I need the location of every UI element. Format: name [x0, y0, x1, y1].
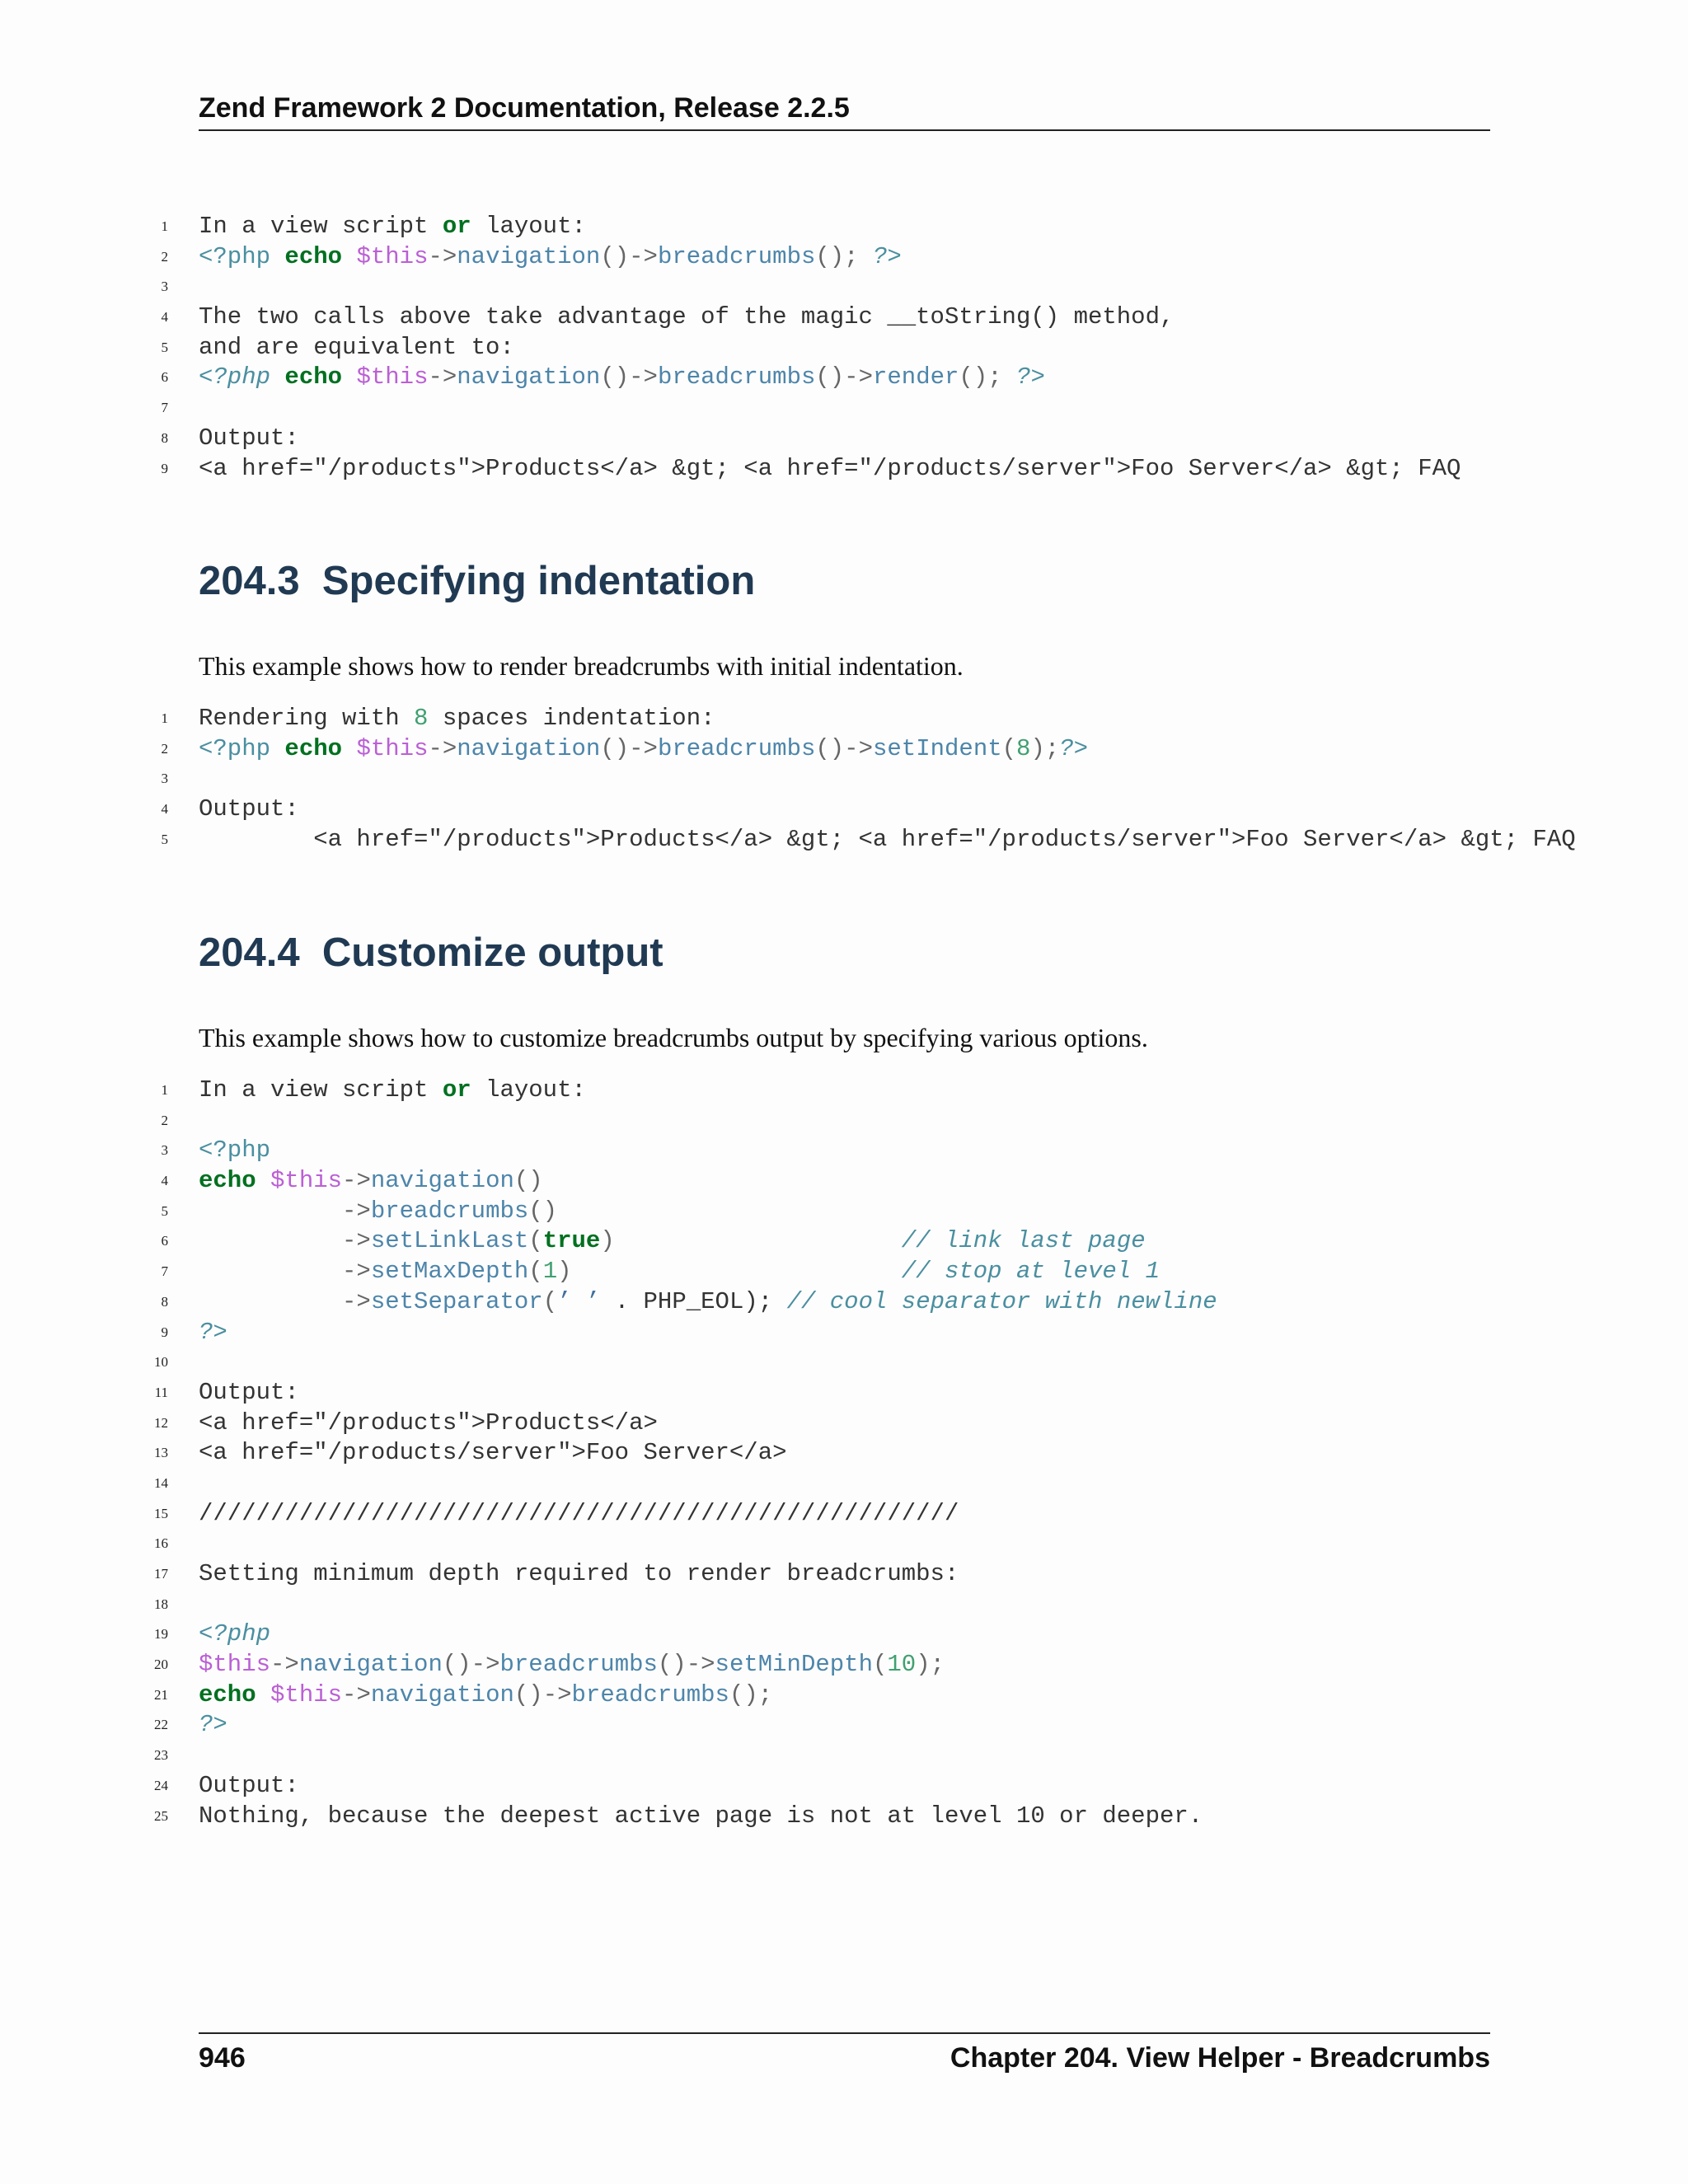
code-token: breadcrumbs [370, 1197, 529, 1225]
code-token: ( [1001, 734, 1017, 762]
code-token: breadcrumbs [571, 1680, 729, 1708]
line-number: 8 [161, 1293, 168, 1310]
code-token: breadcrumbs [499, 1651, 658, 1679]
section-description-indentation: This example shows how to render breadcrumbs with initial indentation. [199, 651, 964, 681]
code-token: or [442, 213, 471, 240]
section-description-customize: This example shows how to customize breadcrumbs output by specifying various options. [199, 1023, 1148, 1052]
code-token: In a view script [199, 213, 443, 240]
code-token: () [513, 1167, 543, 1195]
line-number: 17 [154, 1566, 168, 1582]
line-number: 7 [161, 400, 168, 416]
code-line [0, 424, 1688, 454]
code-token: . PHP_EOL); [600, 1287, 787, 1315]
code-token: ?> [199, 1318, 227, 1346]
code-token: Output: [199, 1771, 299, 1799]
line-number: 4 [161, 1173, 168, 1189]
line-number: 11 [154, 1384, 168, 1400]
line-number: 7 [161, 1263, 168, 1280]
code-token: -> [428, 734, 457, 762]
line-number: 12 [154, 1414, 168, 1431]
code-token: -> [342, 1258, 371, 1286]
code-token [342, 735, 356, 762]
code-line [0, 363, 1688, 393]
code-token: $this [356, 734, 429, 762]
code-text [199, 1650, 945, 1680]
code-line [0, 1438, 1688, 1469]
code-token: ?> [1016, 363, 1045, 391]
code-token: <a href="/products">Products</a> &gt; <a href="/products/server">Foo Server</a> &gt; FAQ [199, 825, 1576, 853]
code-token: ( [528, 1258, 543, 1286]
code-text [199, 333, 514, 363]
line-number: 3 [161, 771, 168, 787]
code-token: -> [428, 363, 457, 391]
code-line [0, 242, 1688, 273]
line-number: 20 [154, 1657, 168, 1673]
code-token: $this [199, 1651, 271, 1679]
line-number: 1 [161, 218, 168, 234]
code-token: Output: [199, 1378, 299, 1406]
code-token [256, 1167, 270, 1194]
code-token: echo [284, 363, 343, 391]
code-token: ()-> [815, 734, 873, 762]
code-token: ()-> [600, 363, 658, 391]
code-token: navigation [457, 242, 601, 270]
code-token: echo [284, 242, 343, 270]
code-token: Setting minimum depth required to render breadcrumbs: [199, 1560, 959, 1587]
code-token: navigation [370, 1680, 514, 1708]
code-token: ) [600, 1227, 615, 1255]
code-line [0, 1499, 1688, 1530]
code-line [0, 734, 1688, 765]
line-number: 22 [154, 1717, 168, 1733]
code-line [0, 1318, 1688, 1348]
code-line [0, 1650, 1688, 1680]
code-token: ()-> [600, 242, 658, 270]
code-token: ); [916, 1651, 945, 1679]
code-token [199, 1288, 342, 1315]
code-text [199, 1166, 543, 1197]
code-token [342, 363, 356, 391]
code-token: or [442, 1076, 471, 1104]
line-number: 1 [161, 710, 168, 726]
code-token: ’ ’ [557, 1287, 601, 1315]
code-token: // stop at level 1 [901, 1258, 1160, 1286]
line-number: 9 [161, 460, 168, 476]
code-token: breadcrumbs [657, 242, 816, 270]
code-token: ()-> [600, 734, 658, 762]
code-text [199, 1257, 1160, 1287]
header-rule [199, 129, 1490, 131]
line-number: 6 [161, 1233, 168, 1249]
code-text [199, 363, 1045, 393]
line-number: 24 [154, 1777, 168, 1793]
code-token: spaces indentation: [428, 705, 715, 732]
code-token: setIndent [873, 734, 1002, 762]
line-number: 15 [154, 1505, 168, 1521]
code-line [0, 393, 1688, 424]
line-number: 5 [161, 831, 168, 847]
code-line [0, 1771, 1688, 1802]
code-line [0, 794, 1688, 825]
code-token: ///////////////////////////////////////////////////// [199, 1499, 959, 1527]
code-token: navigation [457, 363, 601, 391]
code-text [199, 1076, 586, 1106]
code-text [199, 1710, 227, 1741]
code-token: <?php [199, 363, 285, 391]
code-token: setLinkLast [370, 1227, 529, 1255]
line-number: 13 [154, 1445, 168, 1461]
code-token: ?> [1059, 734, 1089, 762]
code-token: breadcrumbs [657, 734, 816, 762]
code-token: Rendering with [199, 705, 415, 732]
code-token: $this [356, 242, 429, 270]
code-token: -> [342, 1287, 371, 1315]
code-token [615, 1227, 902, 1254]
code-text [199, 704, 715, 734]
code-token: ( [528, 1227, 543, 1255]
code-token: Output: [199, 795, 299, 823]
code-line [0, 1106, 1688, 1137]
line-number: 10 [154, 1354, 168, 1371]
code-line [0, 764, 1688, 794]
code-text [199, 1802, 1203, 1832]
code-token: <?php [199, 1137, 271, 1165]
code-token: render [873, 363, 959, 391]
code-text [199, 1318, 227, 1348]
code-token: (); [815, 242, 873, 270]
code-token: echo [199, 1680, 256, 1708]
code-token: breadcrumbs [657, 363, 816, 391]
line-number: 3 [161, 279, 168, 295]
code-line [0, 1741, 1688, 1771]
code-token: (); [729, 1680, 773, 1708]
code-line [0, 272, 1688, 302]
code-token: ?> [199, 1711, 227, 1739]
code-line [0, 1559, 1688, 1590]
line-number: 8 [161, 429, 168, 446]
code-text [199, 454, 1461, 485]
code-line [0, 825, 1688, 855]
code-line [0, 1076, 1688, 1106]
line-number: 9 [161, 1324, 168, 1340]
line-number: 14 [154, 1474, 168, 1491]
code-token: -> [342, 1197, 371, 1225]
code-text [199, 1680, 772, 1711]
code-line [0, 1136, 1688, 1166]
code-token [256, 1681, 270, 1708]
code-token: ()-> [815, 363, 873, 391]
code-text [199, 1408, 658, 1439]
code-text [199, 302, 1174, 333]
code-token: // link last page [901, 1227, 1146, 1255]
code-token: Nothing, because the deepest active page is not at level 10 or deeper. [199, 1802, 1203, 1830]
line-number: 23 [154, 1747, 168, 1764]
code-token: The two calls above take advantage of the magic __toString() method, [199, 303, 1175, 331]
running-header: Zend Framework 2 Documentation, Release 2.2.5 [199, 92, 850, 124]
section-heading-indentation: 204.3 Specifying indentation [199, 559, 756, 603]
code-token: $this [270, 1680, 343, 1708]
code-text [199, 1378, 299, 1408]
code-text [199, 1197, 557, 1227]
code-line [0, 1619, 1688, 1650]
code-token: ?> [873, 242, 902, 270]
code-line [0, 1287, 1688, 1318]
code-line [0, 1166, 1688, 1197]
code-block-indentation [0, 704, 1688, 855]
line-number: 1 [161, 1082, 168, 1098]
code-token: -> [342, 1680, 371, 1708]
code-text [199, 212, 586, 242]
code-token: 8 [1016, 734, 1031, 762]
code-text [199, 825, 1576, 855]
line-number: 2 [161, 248, 168, 265]
code-line [0, 333, 1688, 363]
code-line [0, 1226, 1688, 1257]
code-line [0, 1680, 1688, 1711]
code-text [199, 794, 299, 825]
code-block-render [0, 212, 1688, 484]
code-token: 10 [887, 1651, 917, 1679]
line-number: 21 [154, 1686, 168, 1703]
chapter-title: Chapter 204. View Helper - Breadcrumbs [950, 2042, 1490, 2074]
code-line [0, 1257, 1688, 1287]
code-token: and are equivalent to: [199, 333, 514, 361]
code-token: <a href="/products">Products</a> &gt; <a href="/products/server">Foo Server</a> &gt; FAQ [199, 454, 1461, 482]
line-number: 2 [161, 1112, 168, 1128]
code-token: <a href="/products/server">Foo Server</a> [199, 1439, 787, 1467]
code-token: -> [342, 1227, 371, 1255]
code-text [199, 1559, 959, 1590]
code-token: setMaxDepth [370, 1258, 529, 1286]
code-token: <?php [199, 734, 285, 762]
code-line [0, 1408, 1688, 1439]
line-number: 4 [161, 309, 168, 326]
code-text [199, 1136, 270, 1166]
code-token: true [542, 1227, 601, 1255]
code-token: In a view script [199, 1076, 443, 1104]
code-token: ) [557, 1258, 572, 1286]
code-text [199, 242, 902, 273]
code-text [199, 1771, 299, 1802]
code-token: $this [356, 363, 429, 391]
footer-rule [199, 2032, 1490, 2034]
code-token: -> [342, 1167, 371, 1195]
code-token: <?php [199, 1620, 271, 1648]
line-number: 3 [161, 1142, 168, 1159]
code-line [0, 1378, 1688, 1408]
code-token: <a href="/products">Products</a> [199, 1408, 658, 1436]
code-token: () [528, 1197, 558, 1225]
line-number: 16 [154, 1535, 168, 1552]
code-line [0, 1802, 1688, 1832]
code-token: ( [542, 1287, 558, 1315]
line-number: 25 [154, 1807, 168, 1824]
code-token: 8 [414, 705, 429, 732]
code-token: <?php [199, 242, 285, 270]
code-token: 1 [542, 1258, 558, 1286]
line-number: 2 [161, 740, 168, 757]
code-token: -> [270, 1651, 299, 1679]
code-line [0, 212, 1688, 242]
code-token: ()-> [657, 1651, 715, 1679]
code-token: Output: [199, 424, 299, 452]
code-text [199, 1226, 1146, 1257]
code-token: ); [1030, 734, 1060, 762]
code-token [199, 1197, 342, 1225]
section-heading-customize: 204.4 Customize output [199, 930, 663, 975]
code-text [199, 734, 1088, 765]
line-number: 6 [161, 369, 168, 386]
code-token: echo [199, 1167, 256, 1195]
code-token: ( [872, 1651, 888, 1679]
code-text [199, 1499, 959, 1530]
code-token: navigation [457, 734, 601, 762]
line-number: 5 [161, 339, 168, 355]
code-token [199, 1227, 342, 1254]
code-token [199, 1258, 342, 1285]
code-token: -> [428, 242, 457, 270]
code-token: navigation [298, 1651, 443, 1679]
code-text [199, 1619, 270, 1650]
code-line [0, 302, 1688, 333]
code-token: layout: [471, 1076, 586, 1104]
code-token [572, 1258, 902, 1285]
code-token: navigation [370, 1167, 514, 1195]
code-token: // cool separator with newline [786, 1287, 1217, 1315]
code-line [0, 1590, 1688, 1620]
page-number: 946 [199, 2042, 246, 2074]
code-block-customize [0, 1076, 1688, 1831]
code-line [0, 1347, 1688, 1378]
code-line [0, 1469, 1688, 1499]
line-number: 19 [154, 1626, 168, 1643]
code-line [0, 1710, 1688, 1741]
code-token: echo [284, 734, 343, 762]
code-line [0, 704, 1688, 734]
line-number: 4 [161, 801, 168, 818]
code-line [0, 1197, 1688, 1227]
code-text [199, 1287, 1217, 1318]
code-line [0, 1529, 1688, 1559]
code-token: ()-> [513, 1680, 572, 1708]
line-number: 5 [161, 1202, 168, 1219]
code-token [342, 243, 356, 270]
code-text [199, 1438, 787, 1469]
code-token: (); [959, 363, 1017, 391]
code-token: layout: [471, 213, 586, 240]
code-token: setMinDepth [715, 1651, 873, 1679]
code-line [0, 454, 1688, 485]
line-number: 18 [154, 1596, 168, 1612]
code-token: ()-> [442, 1651, 500, 1679]
code-token: setSeparator [370, 1287, 543, 1315]
code-token: $this [270, 1167, 343, 1195]
code-text [199, 424, 299, 454]
